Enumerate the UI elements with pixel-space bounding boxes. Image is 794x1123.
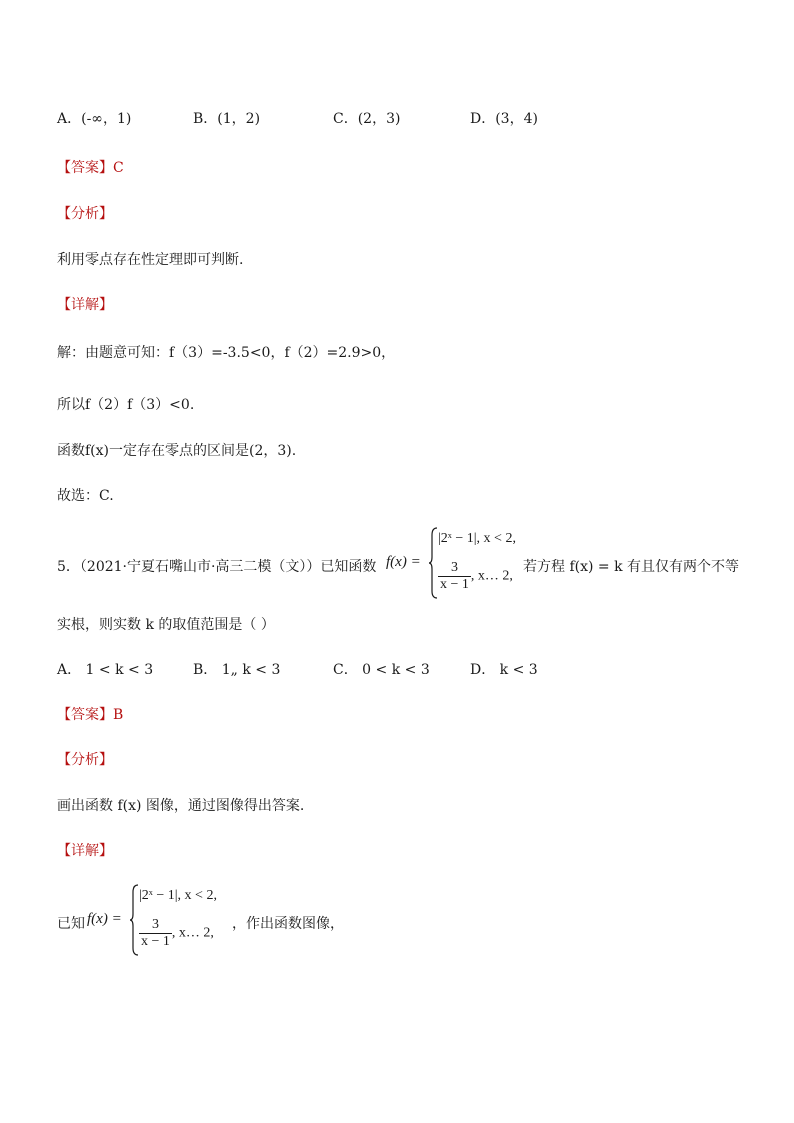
q5-prefix: 5．（2021·宁夏石嘴山市·高三二模（文））已知函数 (57, 559, 377, 575)
q5-detail-fx: f(x) = (87, 911, 122, 927)
q5-piece-2-den: x − 1 (440, 577, 469, 592)
answer-label: 【答案】 (57, 160, 113, 176)
q5-detail-label: 【详解】 (57, 843, 113, 859)
q5-option-c: C． 0 < k < 3 (333, 662, 430, 678)
q5-detail-piece-2-den: x − 1 (141, 934, 170, 949)
solution-line-4: 故选：C. (57, 488, 114, 504)
q5-detail-brace (129, 884, 139, 956)
q5-fx: f(x) = (386, 554, 421, 570)
q5-detail-piece-1: |2ˣ − 1|, x < 2, (139, 888, 217, 903)
q5-option-b: B． 1„ k < 3 (193, 662, 281, 678)
solution-line-2: 所以f（2）f（3）<0. (57, 397, 195, 413)
q5-detail-piece-2-num: 3 (139, 917, 172, 934)
q5-detail-piece-2 (139, 917, 214, 950)
q5-analysis-text: 画出函数 f(x) 图像，通过图像得出答案. (57, 798, 305, 814)
q5-detail-suffix: ，作出函数图像， (232, 916, 344, 932)
q5-option-d: D． k < 3 (470, 662, 538, 678)
option-d: D．(3，4) (470, 111, 538, 127)
q5-answer-value: B (113, 707, 124, 723)
option-a: A．(-∞，1) (57, 111, 132, 127)
q5-piece-1: |2ˣ − 1|, x < 2, (438, 531, 516, 546)
q5-answer-line (57, 704, 123, 724)
detail-label: 【详解】 (57, 297, 113, 313)
q5-answer-label: 【答案】 (57, 707, 113, 723)
q5-detail-piece-2-tail: , x… 2, (171, 925, 214, 941)
q5-suffix: 若方程 f(x) = k 有且仅有两个不等 (523, 559, 740, 575)
option-c: C．(2，3) (333, 111, 401, 127)
q5-option-a: A． 1 < k < 3 (57, 662, 154, 678)
q5-analysis-label: 【分析】 (57, 752, 113, 768)
analysis-label: 【分析】 (57, 206, 113, 222)
q5-piece-2 (438, 560, 513, 593)
q5-line-2: 实根，则实数 k 的取值范围是（ ） (57, 617, 275, 633)
option-b: B．(1，2) (193, 111, 261, 127)
answer-line (57, 157, 124, 177)
q5-piece-2-tail: , x… 2, (470, 568, 513, 584)
q5-piece-2-num: 3 (438, 560, 471, 577)
q5-detail-prefix: 已知 (57, 916, 85, 932)
solution-line-1: 解：由题意可知：f（3）=-3.5<0，f（2）=2.9>0， (57, 345, 396, 361)
analysis-text: 利用零点存在性定理即可判断. (57, 252, 244, 268)
solution-line-3: 函数f(x)一定存在零点的区间是(2，3). (57, 443, 297, 459)
q5-brace (428, 527, 438, 599)
answer-value: C (113, 160, 124, 176)
